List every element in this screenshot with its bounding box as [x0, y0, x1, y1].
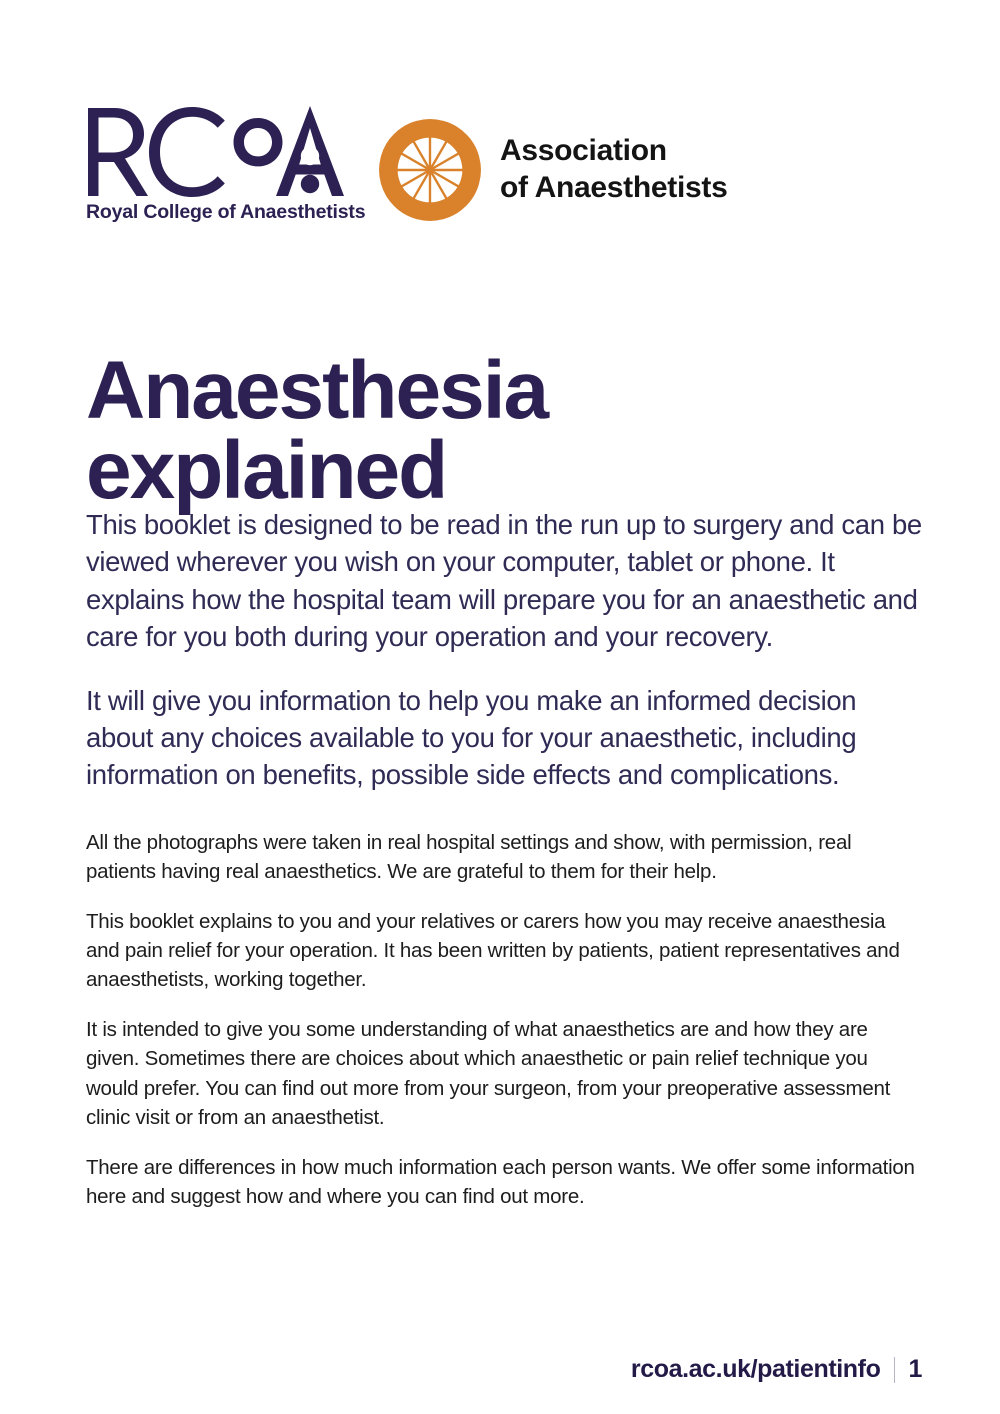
body-paragraph: This booklet explains to you and your relatives or carers how you may receive anaesthesia and pain relief for your operation. It has been written by patients, patient representatives and anaesthetists, working together. — [86, 909, 900, 992]
footer-divider — [894, 1357, 895, 1383]
association-logo — [376, 116, 727, 224]
page-footer — [631, 1355, 922, 1384]
body-paragraph: It is intended to give you some understanding of what anaesthetics are and how they are given. Sometimes there are choices about which anaesthetic or pain relief technique you would prefer. You can find out more from your surgeon, from your preoperative assessment clinic visit or from an anaesthetist. — [86, 1018, 891, 1129]
rcoa-subtitle: Royal College of Anaesthetists — [86, 201, 366, 223]
body-paragraph: There are differences in how much information each person wants. We offer some information here and suggest how and where you can find out more. — [86, 1155, 915, 1208]
association-line-2: of Anaesthetists — [500, 171, 728, 204]
footer-url[interactable]: rcoa.ac.uk/patientinfo — [630, 1355, 881, 1383]
page-number: 1 — [908, 1355, 922, 1383]
rcoa-logo — [86, 104, 366, 224]
page-title-line-1: Anaesthesia — [86, 344, 548, 436]
lead-paragraph: This booklet is designed to be read in the run up to surgery and can be viewed wherever you wish on your computer, tablet or phone. It explains how the hospital team will prepare you for an anaesthetic and care for you both during your operation and your recovery. — [86, 509, 922, 653]
logo-band — [86, 104, 727, 224]
association-line-1: Association — [500, 134, 667, 168]
page-title-line-2: explained — [86, 425, 447, 517]
body-paragraph-group — [86, 828, 924, 1211]
main-content — [86, 506, 924, 1232]
lead-paragraph: It will give you information to help you make an informed decision about any choices available to you for your anaesthetic, including information on benefits, possible side effects and complications. — [86, 684, 857, 791]
page-title — [86, 344, 906, 517]
lead-paragraph-group — [86, 506, 924, 794]
body-paragraph: All the photographs were taken in real hospital settings and show, with permission, real patients having real anaesthetics. We are grateful to them for their help. — [86, 830, 852, 883]
rcoa-wordmark-icon — [86, 104, 344, 200]
association-wordmark — [500, 133, 727, 206]
association-starburst-icon — [376, 116, 484, 224]
